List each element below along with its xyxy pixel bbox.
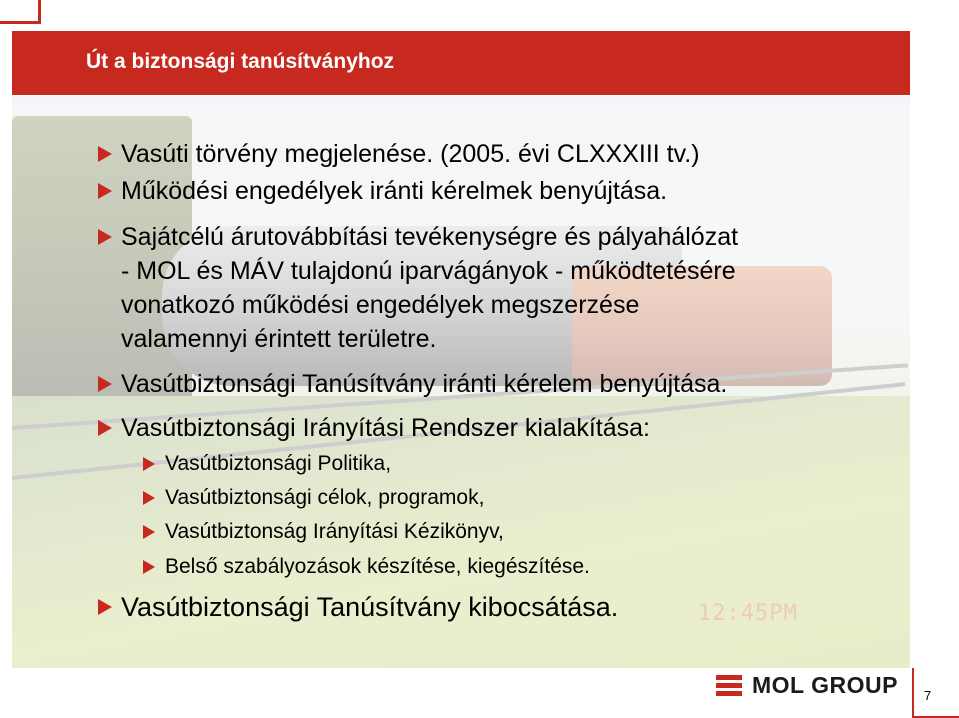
sub-bullet-arrow-icon [143, 457, 155, 471]
page-number: 7 [924, 688, 932, 703]
bullet-arrow-icon [98, 229, 112, 245]
bullet-item: Működési engedélyek iránti kérelmek benyújtása. [121, 177, 668, 205]
bullet-arrow-icon [98, 420, 112, 436]
mol-logo-mark-icon [716, 675, 742, 695]
bullet-item: Vasútbiztonsági Irányítási Rendszer kialakítása: [121, 414, 650, 442]
photo-timestamp: 12:45PM [698, 601, 798, 626]
bullet-item-line: valamennyi érintett területre. [121, 325, 437, 353]
sub-bullet-item: Vasútbiztonsági Politika, [165, 452, 392, 475]
bullet-arrow-icon [98, 599, 112, 615]
bullet-item: Vasúti törvény megjelenése. (2005. évi CLXXXIII tv.) [121, 140, 700, 168]
sub-bullet-arrow-icon [143, 525, 155, 539]
bullet-arrow-icon [98, 376, 112, 392]
sub-bullet-arrow-icon [143, 560, 155, 574]
bullet-item-line: Sajátcélú árutovábbítási tevékenységre és pályahálózat [121, 223, 739, 251]
bullet-arrow-icon [98, 146, 112, 162]
bullet-arrow-icon [98, 183, 112, 199]
sub-bullet-arrow-icon [143, 491, 155, 505]
bullet-item: Vasútbiztonsági Tanúsítvány kibocsátása. [121, 592, 619, 622]
bullet-item-line: vonatkozó működési engedélyek megszerzése [121, 291, 640, 319]
mol-group-logo [716, 670, 898, 700]
bullet-item-line: - MOL és MÁV tulajdonú iparvágányok - működtetésére [121, 257, 736, 285]
sub-bullet-item: Vasútbiztonság Irányítási Kézikönyv, [165, 520, 504, 543]
sub-bullet-item: Vasútbiztonsági célok, programok, [165, 486, 485, 509]
slide-title: Út a biztonsági tanúsítványhoz [86, 50, 395, 73]
bullet-item: Vasútbiztonsági Tanúsítvány iránti kérelem benyújtása. [121, 370, 728, 398]
logo-text: MOL GROUP [752, 671, 898, 698]
footer-divider-vertical [912, 668, 914, 718]
sub-bullet-item: Belső szabályozások készítése, kiegészítése. [165, 555, 590, 578]
